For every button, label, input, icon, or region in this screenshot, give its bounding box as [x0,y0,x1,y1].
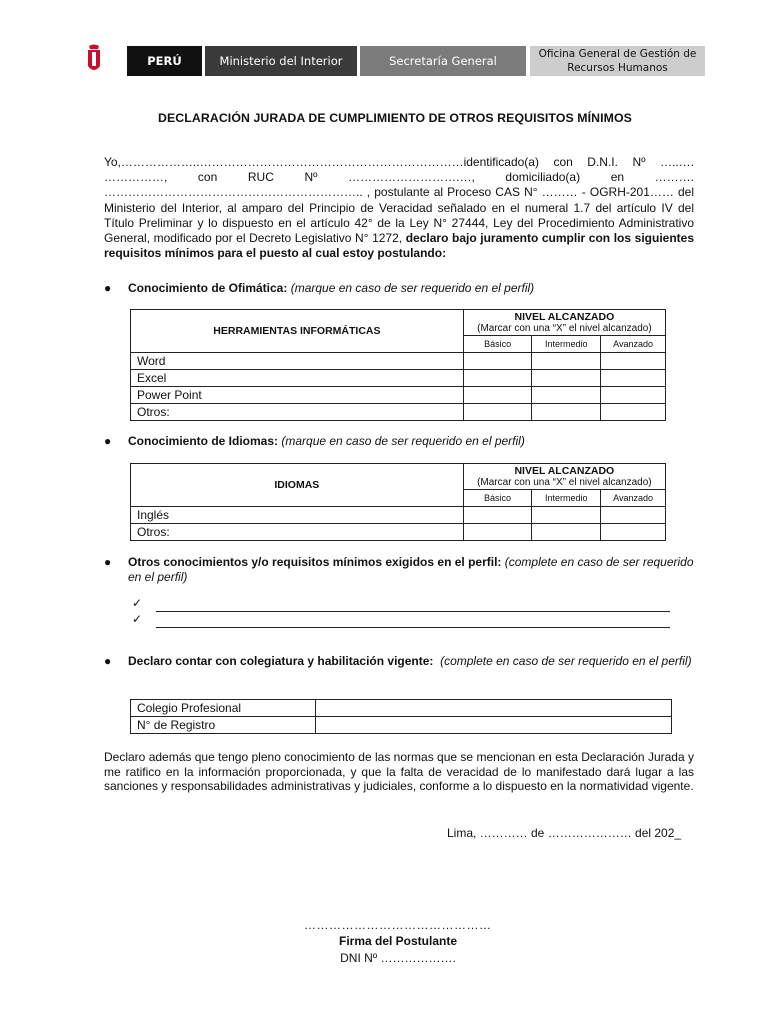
signature-dni: DNI Nº ………………. [340,951,456,965]
checkbox-cell[interactable] [463,353,532,370]
level-basico: Básico [463,490,532,507]
table-row: N° de Registro [131,717,316,734]
table-idiomas-nivel: NIVEL ALCANZADO (Marcar con una “X” el nivel alcanzado) [463,464,665,490]
bullet-ofimatica-bold: Conocimiento de Ofimática: [128,281,288,295]
date-line: Lima, ………… de ………………… del 202_ [447,826,682,840]
input-cell[interactable] [316,700,672,717]
header-ministerio: Ministerio del Interior [205,46,357,76]
bullet-idiomas-italic: (marque en caso de ser requerido en el perfil) [281,434,525,448]
check-icon: ✓ [132,612,143,626]
bullet-otros-italic: (complete en caso de ser requerido en el perfil) [128,555,694,584]
table-row: Inglés [131,507,464,524]
checkbox-cell[interactable] [532,524,601,541]
table-row: Colegio Profesional [131,700,316,717]
checkbox-cell[interactable] [463,524,532,541]
checkbox-cell[interactable] [601,524,666,541]
table-row: Excel [131,370,464,387]
bullet-colegiatura [104,654,694,686]
table-row: Otros: [131,404,464,421]
checkbox-cell[interactable] [532,387,601,404]
bullet-idiomas-bold: Conocimiento de Idiomas: [128,434,279,448]
table-idiomas [130,463,666,541]
header-oficina: Oficina General de Gestión de Recursos Humanos [530,46,705,76]
level-avanzado: Avanzado [601,336,666,353]
checkbox-cell[interactable] [532,507,601,524]
bullet-colegiatura-italic: (complete en caso de ser requerido en el perfil) [440,654,692,668]
level-avanzado: Avanzado [601,490,666,507]
bullet-otros-bold: Otros conocimientos y/o requisitos mínimos exigidos en el perfil: [128,555,502,569]
intro-paragraph [104,155,694,261]
signature-line[interactable]: ……………………………………… [304,918,492,932]
header-secretaria: Secretaría General [360,46,526,76]
level-intermedio: Intermedio [532,490,601,507]
checkbox-cell[interactable] [601,507,666,524]
blank-line-1[interactable] [156,610,670,612]
peru-shield-icon [86,44,102,78]
table-ofimatica [130,309,666,421]
header-peru: PERÚ [127,46,202,76]
checkbox-cell[interactable] [601,387,666,404]
input-cell[interactable] [316,717,672,734]
bullet-icon: ● [104,654,112,668]
checkbox-cell[interactable] [532,404,601,421]
blank-line-2[interactable] [156,626,670,628]
table-colegio [130,699,672,734]
table-row: Power Point [131,387,464,404]
table-ofimatica-header: HERRAMIENTAS INFORMÁTICAS [131,310,464,353]
checkbox-cell[interactable] [601,353,666,370]
checkbox-cell[interactable] [463,404,532,421]
bullet-ofimatica-italic: (marque en caso de ser requerido en el perfil) [290,281,535,295]
checkbox-cell[interactable] [463,507,532,524]
table-row: Otros: [131,524,464,541]
bullet-idiomas [104,434,694,450]
signature-label: Firma del Postulante [338,934,458,948]
intro-bold: declaro bajo juramento cumplir con los siguientes requisitos mínimos para el puesto al cual estoy postulando: [104,231,695,261]
checkbox-cell[interactable] [463,370,532,387]
document-title: DECLARACIÓN JURADA DE CUMPLIMIENTO DE OTROS REQUISITOS MÍNIMOS [158,111,632,125]
level-basico: Básico [463,336,532,353]
bullet-icon: ● [104,555,112,569]
bullet-colegiatura-bold: Declaro contar con colegiatura y habilitación vigente: [128,654,434,668]
check-icon: ✓ [132,596,143,610]
level-intermedio: Intermedio [532,336,601,353]
checkbox-cell[interactable] [463,387,532,404]
bullet-otros [104,555,694,587]
table-row: Word [131,353,464,370]
bullet-ofimatica [104,281,694,297]
intro-text: Yo,………………..…………………………………………………………identificado(a) con D.N.I. Nº …..…. ……………, con RUC Nº ……………………….…, domiciliado(a) en ………. ……………………………………………………….. , postulante al Proceso CAS N° ……… - OGRH-201…… del Ministerio del Interior, al amparo del Principio de Veracidad señalado en el numeral 1.7 del artículo IV del Título Preliminar y lo dispuesto en el artículo 42° de la Ley N° 27444, Ley del Procedimiento Administrativo General, modificado por el Decreto Legislativo N° 1272, [104,155,694,246]
table-ofimatica-nivel: NIVEL ALCANZADO (Marcar con una “X” el nivel alcanzado) [463,310,665,336]
closing-paragraph: Declaro además que tengo pleno conocimiento de las normas que se mencionan en esta Declaración Jurada y me ratifico en la información proporcionada, y que la falta de veracidad de lo manifestado dará lugar a las sanciones y responsabilidades administrativas y judiciales, conforme a lo dispuesto en la normatividad vigente. [104,750,694,794]
bullet-icon: ● [104,434,112,448]
checkbox-cell[interactable] [532,370,601,387]
table-idiomas-header: IDIOMAS [131,464,464,507]
checkbox-cell[interactable] [601,370,666,387]
checkbox-cell[interactable] [532,353,601,370]
checkbox-cell[interactable] [601,404,666,421]
bullet-icon: ● [104,281,112,295]
